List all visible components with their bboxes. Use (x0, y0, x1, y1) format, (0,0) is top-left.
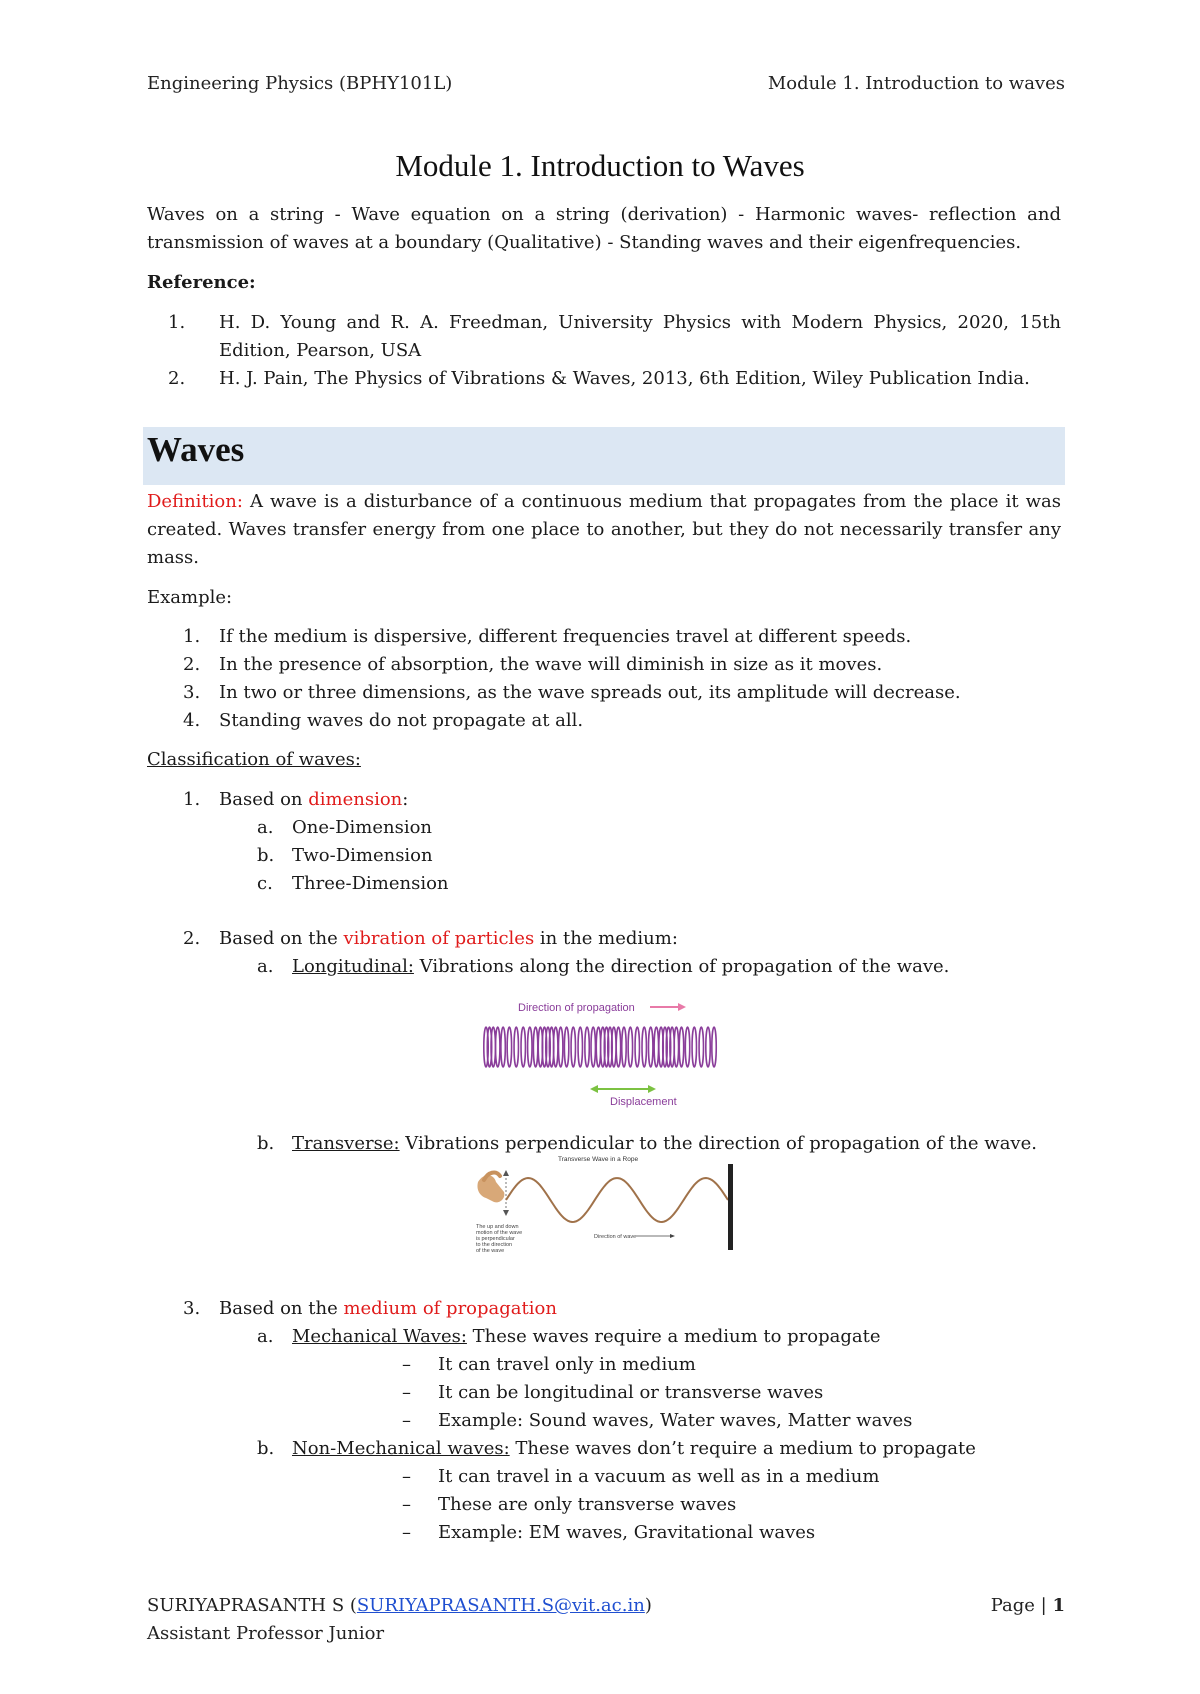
class-dimension-suffix: : (402, 789, 409, 810)
transverse-term: Transverse: (292, 1133, 400, 1154)
transverse-wave-figure (470, 1152, 740, 1262)
nonmechanical-point-3: Example: EM waves, Gravitational waves (438, 1522, 816, 1543)
longitudinal-text: Vibrations along the direction of propagation of the wave. (413, 956, 950, 977)
caption-line-1: The up and down (476, 1224, 519, 1230)
transverse-figure-title: Transverse Wave in a Rope (558, 1156, 639, 1163)
spring-coil (585, 1027, 589, 1067)
transverse-letter: b. (257, 1133, 275, 1154)
class-dimension-highlight: dimension (308, 789, 403, 810)
figure-propagation-label: Direction of propagation (518, 1002, 635, 1014)
dimension-item-c: Three-Dimension (292, 873, 449, 894)
page-title: Module 1. Introduction to Waves (395, 148, 805, 183)
class-dimension-heading (219, 786, 408, 814)
class-num-2: 2. (183, 928, 201, 949)
section-band (143, 427, 1065, 485)
displacement-arrowhead-left (590, 1085, 598, 1093)
class-num-3: 3. (183, 1298, 201, 1319)
spring-coils (484, 1027, 716, 1067)
dimension-letter-c: c. (257, 873, 273, 894)
mechanical-point-1: It can travel only in medium (438, 1354, 696, 1375)
spring-coil (501, 1027, 505, 1067)
example-item-1: If the medium is dispersive, different frequencies travel at different speeds. (219, 626, 912, 647)
spring-coil (635, 1027, 639, 1067)
rope-wave (506, 1178, 728, 1222)
example-num-4: 4. (183, 710, 201, 731)
spring-coil (528, 1027, 532, 1067)
class-dimension-prefix: Based on (219, 789, 309, 810)
dimension-letter-a: a. (257, 817, 274, 838)
bullet-dash: – (402, 1466, 411, 1487)
bullet-dash: – (402, 1354, 411, 1375)
header-left: Engineering Physics (BPHY101L) (147, 73, 453, 94)
footer-name-end: ) (644, 1595, 652, 1616)
footer-page-label: Page | (990, 1595, 1053, 1616)
spring-coil (616, 1027, 620, 1067)
nonmechanical-point-2: These are only transverse waves (438, 1494, 737, 1515)
class-medium-highlight: medium of propagation (343, 1298, 557, 1319)
footer-page-number: 1 (1052, 1595, 1065, 1616)
wall (728, 1164, 733, 1250)
syllabus-line-2: transmission of waves at a boundary (Qualitative) - Standing waves and their eigenfrequencies. (147, 232, 1022, 253)
footer-author (147, 1592, 652, 1620)
spring-coil (564, 1027, 568, 1067)
header-right: Module 1. Introduction to waves (767, 73, 1065, 94)
mechanical-point-3: Example: Sound waves, Water waves, Matter waves (438, 1410, 913, 1431)
example-label: Example: (147, 587, 233, 608)
footer-page (991, 1592, 1065, 1620)
spring-coil (553, 1027, 557, 1067)
longitudinal-item (292, 953, 949, 981)
longitudinal-term: Longitudinal: (292, 956, 414, 977)
spring-coil (533, 1027, 537, 1067)
classification-label: Classification of waves: (147, 749, 361, 770)
example-num-1: 1. (183, 626, 201, 647)
caption-line-3: is perpendicular (476, 1236, 515, 1242)
caption-line-5: of the wave (476, 1248, 505, 1254)
direction-of-wave-label: Direction of wave (594, 1234, 637, 1240)
reference-2-line-1: H. J. Pain, The Physics of Vibrations & Waves, 2013, 6th Edition, Wiley Publication India. (219, 368, 1030, 389)
mechanical-item (292, 1323, 881, 1351)
spring-coil (628, 1027, 632, 1067)
spring-coil (521, 1027, 525, 1067)
bullet-dash: – (402, 1382, 411, 1403)
example-num-2: 2. (183, 654, 201, 675)
dimension-item-b: Two-Dimension (292, 845, 433, 866)
definition-text-1: A wave is a disturbance of a continuous medium that propagates from the place it was (242, 491, 1061, 512)
caption-line-2: motion of the wave (476, 1230, 523, 1236)
definition-line-2: created. Waves transfer energy from one place to another, but they do not necessarily transfer any (147, 519, 1061, 540)
longitudinal-letter: a. (257, 956, 274, 977)
mechanical-term: Mechanical Waves: (292, 1326, 467, 1347)
bullet-dash: – (402, 1410, 411, 1431)
spring-coil (514, 1027, 518, 1067)
longitudinal-wave-figure (478, 995, 738, 1113)
spring-coil (507, 1027, 511, 1067)
class-num-1: 1. (183, 789, 201, 810)
definition-line-1 (147, 488, 1061, 516)
example-item-2: In the presence of absorption, the wave will diminish in size as it moves. (219, 654, 883, 675)
mechanical-point-2: It can be longitudinal or transverse waves (438, 1382, 824, 1403)
spring-coil (642, 1027, 646, 1067)
nonmechanical-letter: b. (257, 1438, 275, 1459)
nonmechanical-text: These waves don’t require a medium to propagate (509, 1438, 976, 1459)
footer-role: Assistant Professor Junior (147, 1623, 385, 1644)
footer-name: SURIYAPRASANTH S ( (147, 1595, 357, 1616)
motion-up-arrow (503, 1170, 509, 1176)
spring-coil (496, 1027, 500, 1067)
transverse-text: Vibrations perpendicular to the direction of propagation of the wave. (399, 1133, 1037, 1154)
spring-coil (706, 1027, 710, 1067)
propagation-arrowhead (678, 1003, 686, 1011)
spring-coil (712, 1027, 716, 1067)
caption-line-4: to the direction (476, 1242, 513, 1248)
spring-coil (685, 1027, 689, 1067)
spring-coil (612, 1027, 616, 1067)
reference-label: Reference: (147, 272, 256, 293)
mechanical-letter: a. (257, 1326, 274, 1347)
class-medium-prefix: Based on the (219, 1298, 344, 1319)
class-vibration-suffix: in the medium: (534, 928, 678, 949)
mechanical-text: These waves require a medium to propagate (466, 1326, 881, 1347)
section-title: Waves (147, 430, 245, 469)
hand-icon (477, 1175, 504, 1202)
spring-coil (571, 1027, 575, 1067)
spring-coil (699, 1027, 703, 1067)
reference-num-2: 2. (168, 368, 186, 389)
spring-coil (591, 1027, 595, 1067)
spring-coil (622, 1027, 626, 1067)
bullet-dash: – (402, 1522, 411, 1543)
figure-displacement-label: Displacement (610, 1096, 677, 1108)
spring-coil (654, 1027, 658, 1067)
definition-label: Definition: (147, 491, 243, 512)
definition-line-3: mass. (147, 547, 199, 568)
displacement-arrowhead-right (648, 1085, 656, 1093)
spring-coil (679, 1027, 683, 1067)
example-item-3: In two or three dimensions, as the wave spreads out, its amplitude will decrease. (219, 682, 961, 703)
spring-coil (648, 1027, 652, 1067)
class-vibration-highlight: vibration of particles (343, 928, 535, 949)
nonmechanical-term: Non-Mechanical waves: (292, 1438, 510, 1459)
direction-arrowhead (670, 1234, 675, 1238)
bullet-dash: – (402, 1494, 411, 1515)
dimension-item-a: One-Dimension (292, 817, 433, 838)
reference-1-line-2: Edition, Pearson, USA (219, 340, 422, 361)
example-num-3: 3. (183, 682, 201, 703)
nonmechanical-point-1: It can travel in a vacuum as well as in a medium (438, 1466, 880, 1487)
reference-1-line-1: H. D. Young and R. A. Freedman, University Physics with Modern Physics, 2020, 15th (219, 312, 1061, 333)
class-vibration-prefix: Based on the (219, 928, 344, 949)
nonmechanical-item (292, 1435, 976, 1463)
spring-coil (578, 1027, 582, 1067)
dimension-letter-b: b. (257, 845, 275, 866)
footer-email-link[interactable]: SURIYAPRASANTH.S@vit.ac.in (356, 1595, 645, 1616)
spring-coil (674, 1027, 678, 1067)
class-vibration-heading (219, 925, 678, 953)
reference-num-1: 1. (168, 312, 186, 333)
spring-coil (558, 1027, 562, 1067)
syllabus-line-1: Waves on a string - Wave equation on a string (derivation) - Harmonic waves- reflection and (147, 204, 1061, 225)
class-medium-heading (219, 1295, 557, 1323)
motion-down-arrow (503, 1210, 509, 1216)
example-item-4: Standing waves do not propagate at all. (219, 710, 584, 731)
spring-coil (692, 1027, 696, 1067)
